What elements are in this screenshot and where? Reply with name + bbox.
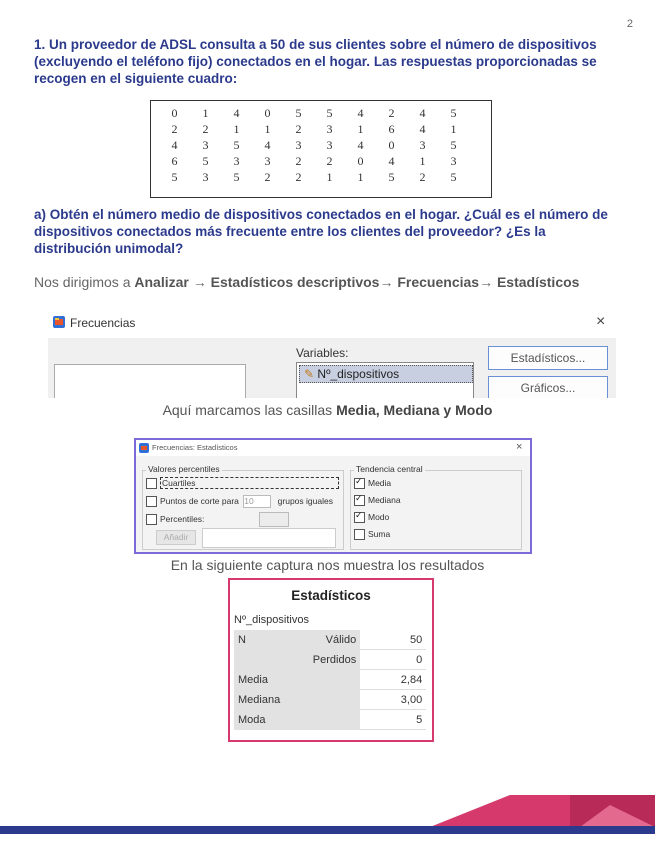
- anadir-button[interactable]: Añadir: [156, 530, 196, 545]
- stats-label: Media: [234, 670, 284, 690]
- data-cell: 2: [295, 153, 302, 168]
- data-table: [150, 100, 492, 198]
- footer-shape: [430, 795, 570, 827]
- stats-row: [234, 650, 426, 670]
- dialog-titlebar: [136, 440, 530, 456]
- variable-name: Nº_dispositivos: [317, 367, 400, 381]
- close-icon[interactable]: ×: [516, 441, 523, 453]
- data-cell: 3: [264, 153, 271, 168]
- stats-sublabel: Válido: [284, 630, 360, 650]
- data-cell: 4: [171, 137, 178, 152]
- data-cell: 2: [264, 169, 271, 184]
- data-cell: 5: [450, 105, 457, 120]
- data-cell: 3: [419, 137, 426, 152]
- stats-sublabel: Perdidos: [284, 650, 360, 670]
- data-cell: 5: [326, 105, 333, 120]
- stats-label: Mediana: [234, 690, 284, 710]
- stats-value: 5: [360, 710, 426, 730]
- variable-item[interactable]: [299, 365, 473, 383]
- page-number: 2: [626, 18, 633, 30]
- grupos-iguales-label: grupos iguales: [277, 495, 333, 506]
- question-part-a: a) Obtén el número medio de dispositivos conectados en el hogar. ¿Cuál es el número de dispositivos conectados más frecuente entre los clientes del proveedor? ¿Es la distribución unimodal?: [34, 207, 608, 256]
- modo-label: Modo: [368, 512, 390, 522]
- data-row: [159, 169, 469, 185]
- mediana-row[interactable]: [354, 495, 401, 506]
- modo-checkbox[interactable]: [354, 512, 365, 523]
- data-cell: 5: [450, 137, 457, 152]
- data-row: [159, 137, 469, 153]
- anadir-row: [156, 528, 336, 548]
- data-cell: 5: [450, 169, 457, 184]
- data-cell: 2: [419, 169, 426, 184]
- data-cell: 1: [264, 121, 271, 136]
- nav-step-estadisticos: Estadísticos: [496, 274, 580, 290]
- data-row: [159, 121, 469, 137]
- nav-step-descriptivos: Estadísticos descriptivos: [210, 274, 380, 290]
- data-cell: 3: [233, 153, 240, 168]
- estadisticos-dialog: [134, 438, 532, 554]
- variables-list[interactable]: [296, 362, 474, 398]
- puntos-corte-row[interactable]: [146, 495, 333, 508]
- stats-row: [234, 670, 426, 690]
- tendencia-group-label: Tendencia central: [356, 464, 423, 474]
- data-cell: 4: [264, 137, 271, 152]
- cuartiles-label: Cuartiles: [160, 477, 339, 489]
- nav-arrow: →: [479, 274, 497, 290]
- data-cell: 4: [357, 137, 364, 152]
- data-cell: 5: [171, 169, 178, 184]
- source-variable-list[interactable]: [54, 364, 246, 398]
- data-cell: 5: [295, 105, 302, 120]
- suma-label: Suma: [368, 529, 391, 539]
- caption-text: Aquí marcamos las casillas: [162, 402, 337, 418]
- pencil-ruler-icon: ✎: [304, 367, 315, 381]
- data-cell: 1: [233, 121, 240, 136]
- data-cell: 2: [295, 169, 302, 184]
- stats-title: Estadísticos: [291, 588, 371, 603]
- stats-sublabel: [284, 670, 360, 690]
- data-cell: 2: [295, 121, 302, 136]
- percentiles-group-label: Valores percentiles: [148, 464, 220, 474]
- data-cell: 4: [388, 153, 395, 168]
- data-cell: 1: [357, 121, 364, 136]
- nav-prefix: Nos dirigimos a: [34, 274, 135, 290]
- caption-marcamos: [0, 402, 655, 418]
- stats-value: 3,00: [360, 690, 426, 710]
- variables-label: Variables:: [296, 346, 349, 360]
- data-cell: 0: [388, 137, 395, 152]
- data-cell: 0: [264, 105, 271, 120]
- graficos-button[interactable]: Gráficos...: [488, 376, 608, 398]
- data-cell: 2: [326, 153, 333, 168]
- puntos-corte-checkbox[interactable]: [146, 496, 157, 507]
- stats-row: [234, 710, 426, 730]
- nav-step-analizar: Analizar: [134, 274, 189, 290]
- question-title: 1. Un proveedor de ADSL consulta a 50 de sus clientes sobre el número de dispositivos (excluyendo el teléfono fijo) conectados en el hogar. Las respuestas proporcionadas se recogen en el siguiente cuadro:: [34, 37, 597, 86]
- data-row: [159, 105, 469, 121]
- mediana-checkbox[interactable]: [354, 495, 365, 506]
- mediana-label: Mediana: [368, 495, 401, 505]
- footer-bar: [0, 826, 655, 834]
- dialog-title: Frecuencias: Estadísticos: [152, 443, 238, 452]
- data-cell: 3: [450, 153, 457, 168]
- data-row: [159, 153, 469, 169]
- close-icon[interactable]: ×: [596, 313, 606, 330]
- stats-value: 2,84: [360, 670, 426, 690]
- stats-sublabel: [284, 710, 360, 730]
- suma-checkbox[interactable]: [354, 529, 365, 540]
- modo-row[interactable]: [354, 512, 389, 523]
- data-cell: 6: [171, 153, 178, 168]
- media-label: Media: [368, 478, 392, 488]
- data-cell: 1: [202, 105, 209, 120]
- stats-row: [234, 690, 426, 710]
- window-body: [48, 338, 616, 398]
- statistics-output: [228, 578, 434, 742]
- nav-arrow: →: [188, 274, 211, 290]
- media-checkbox[interactable]: [354, 478, 365, 489]
- stats-sublabel: [284, 690, 360, 710]
- window-title: Frecuencias: [70, 316, 136, 330]
- caption-bold: Media, Mediana y Modo: [336, 402, 493, 418]
- stats-value: 50: [360, 630, 426, 650]
- data-cell: 1: [357, 169, 364, 184]
- percentiles-input[interactable]: [259, 512, 289, 527]
- data-cell: 2: [388, 105, 395, 120]
- percentiles-row[interactable]: [146, 512, 289, 527]
- data-cell: 0: [357, 153, 364, 168]
- data-cell: 3: [326, 137, 333, 152]
- spss-app-icon: [52, 315, 66, 329]
- caption-resultados: En la siguiente captura nos muestra los resultados: [170, 557, 485, 573]
- data-cell: 3: [202, 169, 209, 184]
- data-cell: 4: [419, 121, 426, 136]
- data-cell: 5: [233, 169, 240, 184]
- stats-label: Moda: [234, 710, 284, 730]
- percentiles-list[interactable]: [202, 528, 336, 548]
- stats-variable: Nº_dispositivos: [234, 614, 309, 626]
- data-cell: 3: [202, 137, 209, 152]
- data-cell: 4: [233, 105, 240, 120]
- data-cell: 4: [357, 105, 364, 120]
- navigation-instructions: [34, 274, 634, 290]
- data-cell: 2: [171, 121, 178, 136]
- puntos-corte-input[interactable]: 10: [243, 495, 271, 508]
- puntos-corte-label: Puntos de corte para: [160, 495, 239, 506]
- data-cell: 4: [419, 105, 426, 120]
- data-cell: 1: [419, 153, 426, 168]
- data-cell: 5: [233, 137, 240, 152]
- data-cell: 3: [326, 121, 333, 136]
- percentiles-label: Percentiles:: [160, 513, 205, 524]
- data-cell: 6: [388, 121, 395, 136]
- cuartiles-row[interactable]: [146, 478, 339, 489]
- spss-app-icon: [139, 443, 149, 453]
- data-cell: 3: [295, 137, 302, 152]
- window-titlebar: [48, 308, 616, 338]
- data-cell: 0: [171, 105, 178, 120]
- suma-row[interactable]: [354, 529, 390, 540]
- media-row[interactable]: [354, 478, 391, 489]
- estadisticos-button[interactable]: Estadísticos...: [488, 346, 608, 370]
- cuartiles-checkbox[interactable]: [146, 478, 157, 489]
- percentiles-checkbox[interactable]: [146, 514, 157, 525]
- stats-value: 0: [360, 650, 426, 670]
- data-cell: 1: [326, 169, 333, 184]
- nav-step-frecuencias: Frecuencias: [397, 274, 480, 290]
- stats-row: [234, 630, 426, 650]
- data-cell: 1: [450, 121, 457, 136]
- nav-arrow: →: [379, 274, 398, 290]
- stats-label: [234, 650, 284, 670]
- frecuencias-window: [48, 308, 616, 398]
- data-cell: 5: [202, 153, 209, 168]
- data-cell: 5: [388, 169, 395, 184]
- footer-decoration: [400, 795, 655, 827]
- data-cell: 2: [202, 121, 209, 136]
- stats-label: N: [234, 630, 284, 650]
